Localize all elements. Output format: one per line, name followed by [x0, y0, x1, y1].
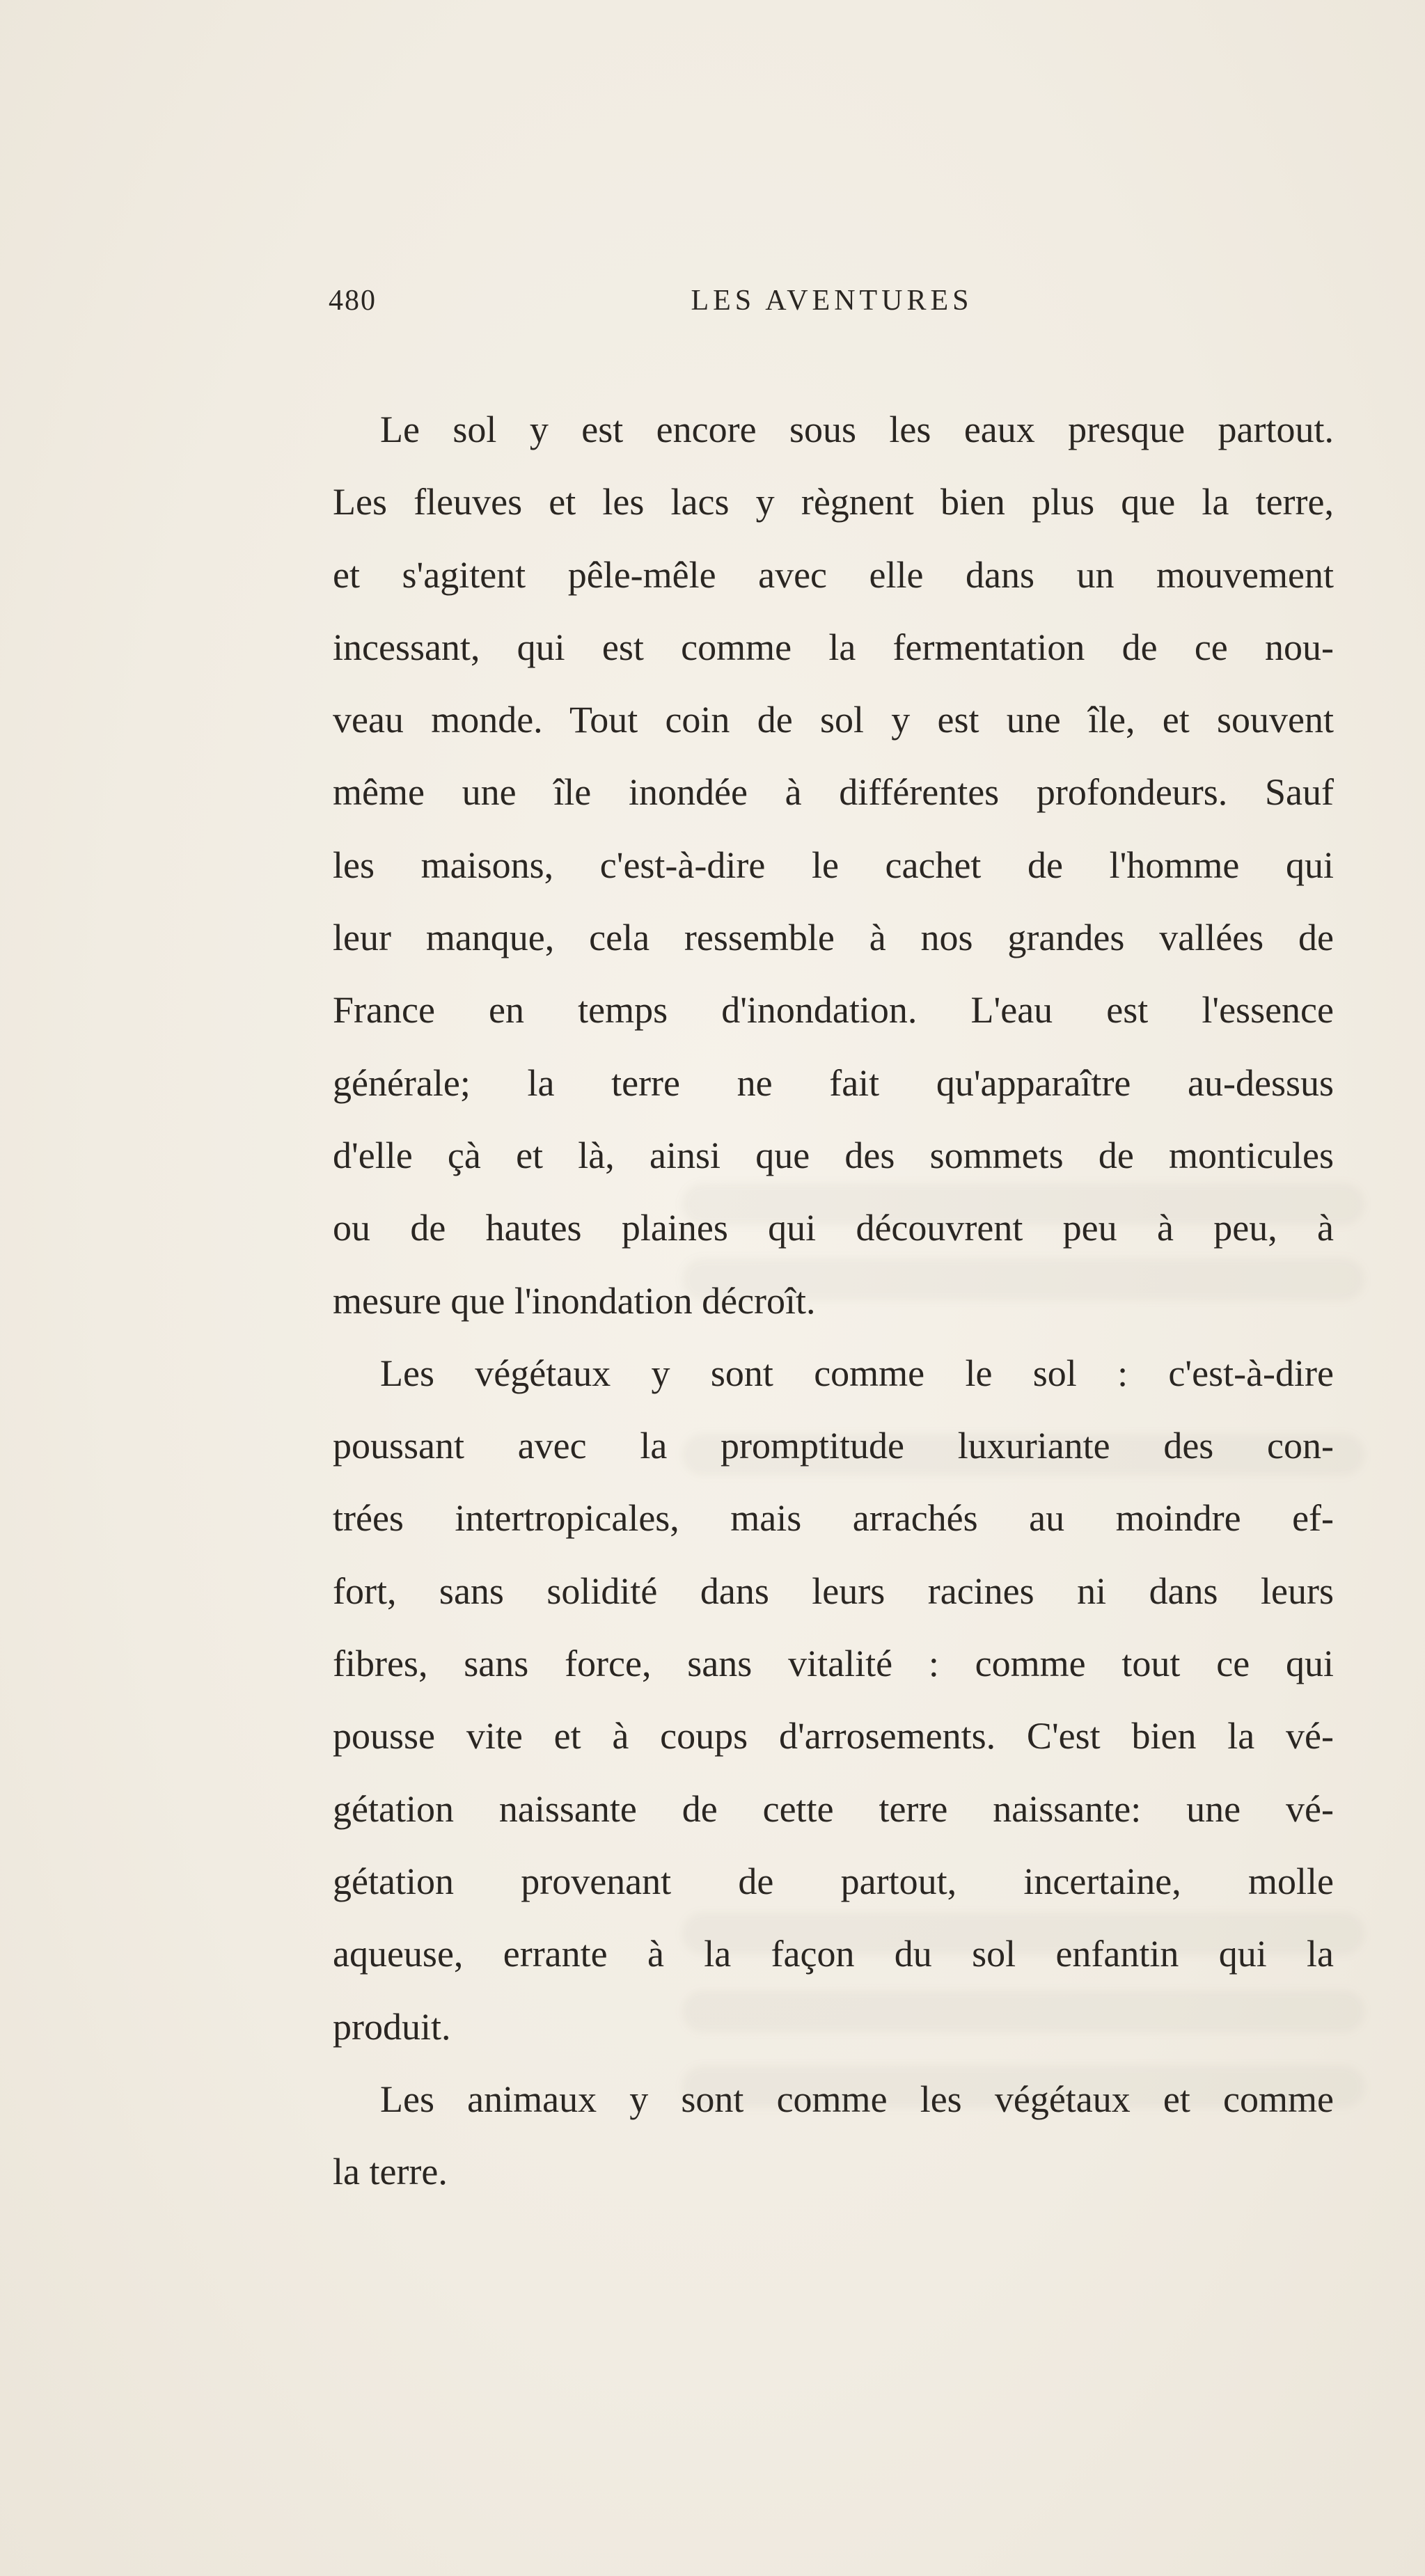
- text-line: trées intertropicales, mais arrachés au moindre ef-: [333, 1497, 1334, 1540]
- text-line: gétation provenant de partout, incertaine, molle: [333, 1860, 1334, 1902]
- text-line: Le sol y est encore sous les eaux presque partout.: [380, 409, 1334, 450]
- text-line: générale; la terre ne fait qu'apparaître au-dessus: [333, 1061, 1334, 1104]
- text-line: pousse vite et à coups d'arrosements. C'est bien la vé-: [333, 1715, 1334, 1757]
- text-line: incessant, qui est comme la fermentation de ce nou-: [333, 626, 1334, 668]
- text-line: produit.: [333, 2005, 451, 2048]
- text-line: ou de hautes plaines qui découvrent peu à peu, à: [333, 1207, 1334, 1249]
- text-line: la terre.: [333, 2151, 448, 2193]
- text-line: leur manque, cela ressemble à nos grandes vallées de: [333, 917, 1334, 959]
- text-line: Les végétaux y sont comme le sol : c'est-à-dire: [380, 1352, 1334, 1394]
- text-line: fibres, sans force, sans vitalité : comme tout ce qui: [333, 1643, 1334, 1685]
- text-line: Les fleuves et les lacs y règnent bien plus que la terre,: [333, 481, 1334, 523]
- text-line: veau monde. Tout coin de sol y est une île, et souvent: [333, 699, 1334, 741]
- page-number: 480: [329, 285, 377, 317]
- text-line: France en temps d'inondation. L'eau est l'essence: [333, 989, 1334, 1032]
- text-line: et s'agitent pêle-mêle avec elle dans un mouvement: [333, 553, 1334, 596]
- text-line: même une île inondée à différentes profondeurs. Sauf: [333, 771, 1334, 814]
- text-line: les maisons, c'est-à-dire le cachet de l'homme qui: [333, 844, 1334, 886]
- text-line: gétation naissante de cette terre naissante: une vé-: [333, 1787, 1334, 1830]
- text-line: mesure que l'inondation décroît.: [333, 1279, 816, 1322]
- running-head: [329, 284, 1335, 326]
- text-line: aqueuse, errante à la façon du sol enfantin qui la: [333, 1933, 1334, 1975]
- text-line: Les animaux y sont comme les végétaux et comme: [380, 2078, 1334, 2120]
- text-line: d'elle çà et là, ainsi que des sommets de monticules: [333, 1134, 1334, 1176]
- running-title: LES AVENTURES: [691, 285, 973, 317]
- text-line: fort, sans solidité dans leurs racines ni dans leurs: [333, 1570, 1334, 1612]
- body-text: [333, 393, 1334, 2208]
- text-line: poussant avec la promptitude luxuriante des con-: [333, 1425, 1334, 1467]
